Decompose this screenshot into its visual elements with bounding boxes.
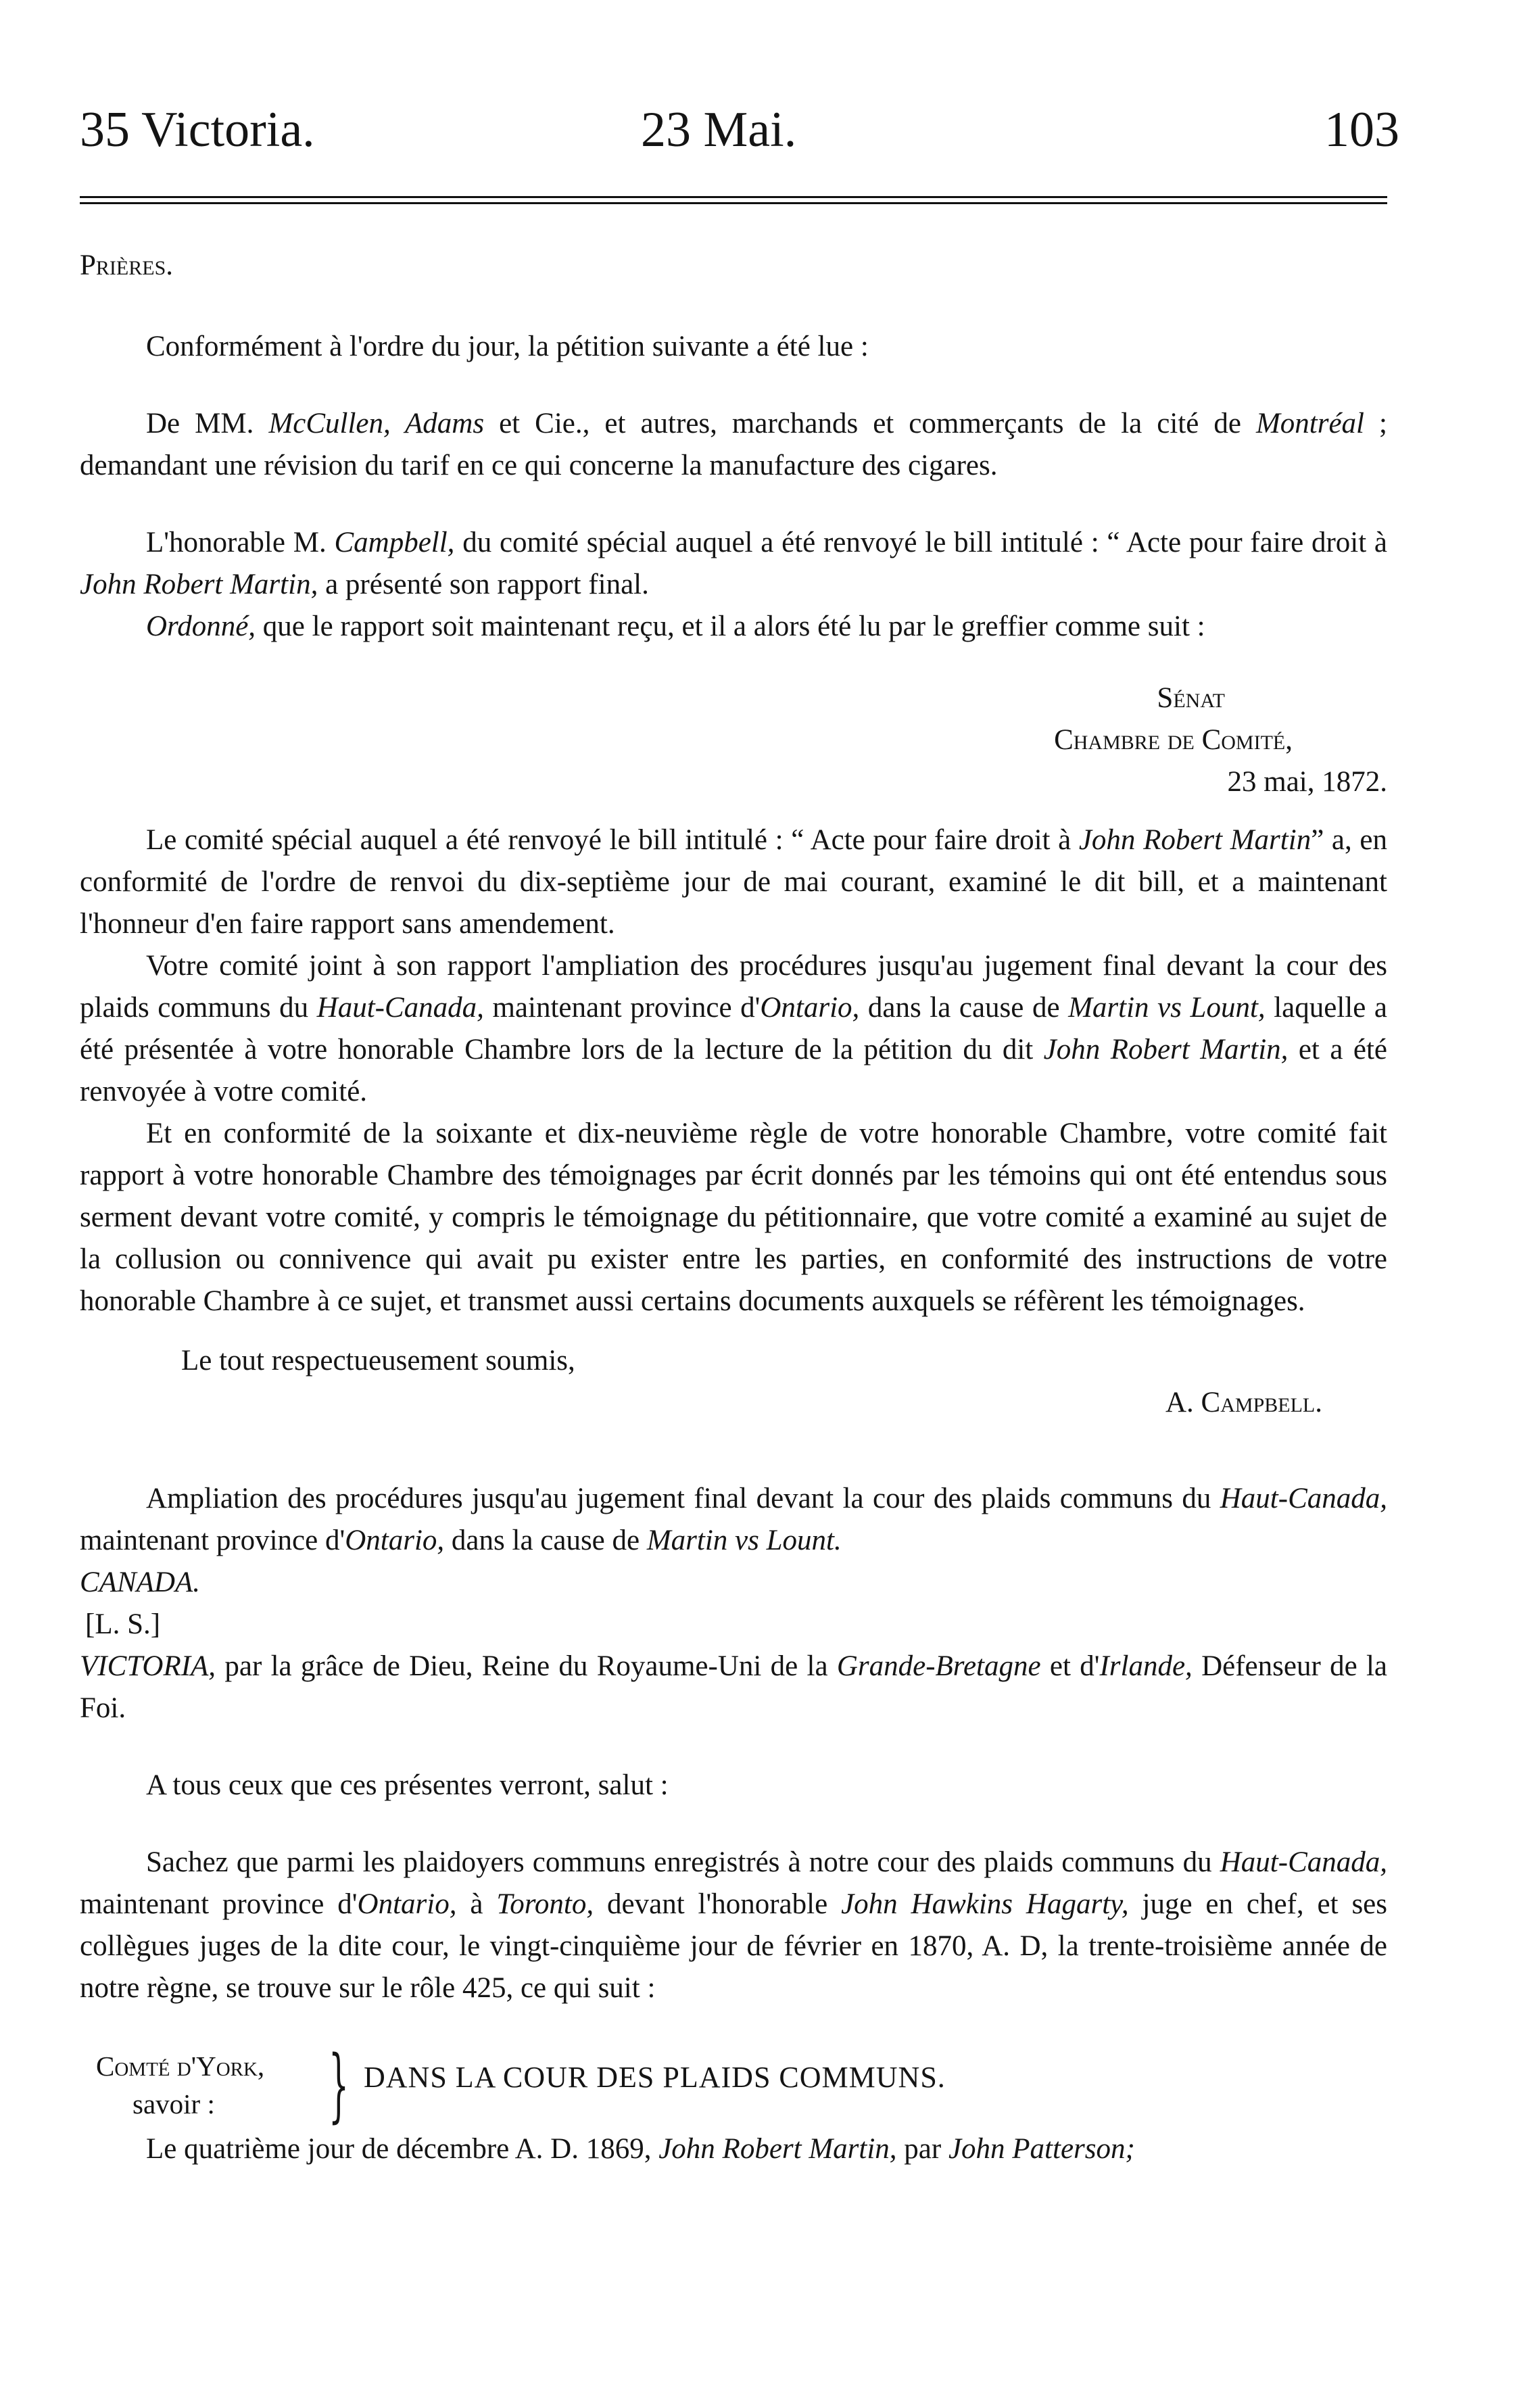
report-presented-paragraph: L'honorable M. Campbell, du comité spécial auquel a été renvoyé le bill intitulé : “ Acte pour faire droit à John Robert Martin, a présenté son rapport final. (80, 527, 1387, 600)
petition-paragraph: De MM. McCullen, Adams et Cie., et autres, marchands et commerçants de la cité de Montréal ; demandant une révision du tarif en ce qui concerne la manufacture des cigares. (80, 408, 1387, 481)
header-rule-top (80, 196, 1387, 198)
order-paragraph: Conformément à l'ordre du jour, la pétition suivante a été lue : (146, 331, 869, 362)
senate-label: Sénat (1157, 682, 1225, 714)
ampliation-paragraph: Ampliation des procédures jusqu'au jugement final devant la cour des plaids communs du Haut-Canada, maintenant province d'Ontario, dans la cause de Martin vs Lount. (80, 1483, 1387, 1556)
header-rule-bottom (80, 202, 1387, 204)
county-label (96, 2047, 264, 2123)
final-line: Le quatrième jour de décembre A. D. 1869, John Robert Martin, par John Patterson; (146, 2133, 1135, 2165)
report-date: 23 mai, 1872. (1227, 766, 1387, 798)
header-session: 35 Victoria. (80, 102, 315, 158)
court-title: DANS LA COUR DES PLAIDS COMMUNS. (364, 2061, 946, 2094)
report-paragraph-2: Votre comité joint à son rapport l'ampliation des procédures jusqu'au jugement final devant la cour des plaids communs du Haut-Canada, maintenant province d'Ontario, dans la cause de Martin vs Lount, laquelle a été présentée à votre honorable Chambre lors de la lecture de la pétition du dit John Robert Martin, et a été renvoyée à votre comité. (80, 950, 1387, 1107)
right-brace-icon: } (329, 2038, 350, 2131)
report-heading (80, 677, 1387, 803)
county-name: Comté d'York, (96, 2051, 265, 2082)
victoria-paragraph: VICTORIA, par la grâce de Dieu, Reine du Royaume-Uni de la Grande-Bretagne et d'Irlande, Défenseur de la Foi. (80, 1650, 1387, 1724)
sachez-paragraph: Sachez que parmi les plaidoyers communs enregistrés à notre cour des plaids communs du Haut-Canada, maintenant province d'Ontario, à Toronto, devant l'honorable John Hawkins Hagarty, juge en chef, et ses collègues juges de la dite cour, le vingt-cinquième jour de février en 1870, A. D, la trente-troisième année de notre règne, se trouve sur le rôle 425, ce qui suit : (80, 1846, 1388, 2004)
page-header (80, 101, 1399, 162)
section-title: Prières. (80, 249, 174, 281)
signoff-text: Le tout respectueusement soumis, (181, 1345, 575, 1376)
report-paragraph-1: Le comité spécial auquel a été renvoyé le bill intitulé : “ Acte pour faire droit à John Robert Martin” a, en conformité de l'ordre de renvoi du dix-septième jour de mai courant, examiné le dit bill, et a maintenant l'honneur d'en faire rapport sans amendement. (80, 824, 1387, 940)
report-signoff (80, 1340, 1387, 1424)
committee-room-label: Chambre de Comité, (1054, 724, 1293, 756)
canada-heading: CANADA. (80, 1566, 200, 1598)
court-heading (80, 2038, 1387, 2131)
ordered-paragraph: Ordonné, que le rapport soit maintenant reçu, et il a alors été lu par le greffier comme suit : (146, 611, 1205, 642)
county-savoir: savoir : (133, 2088, 215, 2120)
document-body (80, 245, 1387, 2170)
report-paragraph-3: Et en conformité de la soixante et dix-neuvième règle de votre honorable Chambre, votre comité fait rapport à votre honorable Chambre des témoignages par écrit donnés par les témoins qui ont été entendus sous serment devant votre comité, y compris le témoignage du pétitionnaire, que votre comité a examiné au sujet de la collusion ou connivence qui avait pu exister entre les parties, en conformité des instructions de votre honorable Chambre à ce sujet, et transmet aussi certains documents auxquels se réfèrent les témoignages. (80, 1118, 1387, 1317)
page-number: 103 (1324, 102, 1399, 158)
salutation: A tous ceux que ces présentes verront, salut : (146, 1769, 669, 1801)
signatory: A. Campbell. (1165, 1387, 1322, 1418)
header-date: 23 Mai. (641, 102, 797, 158)
seal-mark: [L. S.] (85, 1608, 161, 1640)
